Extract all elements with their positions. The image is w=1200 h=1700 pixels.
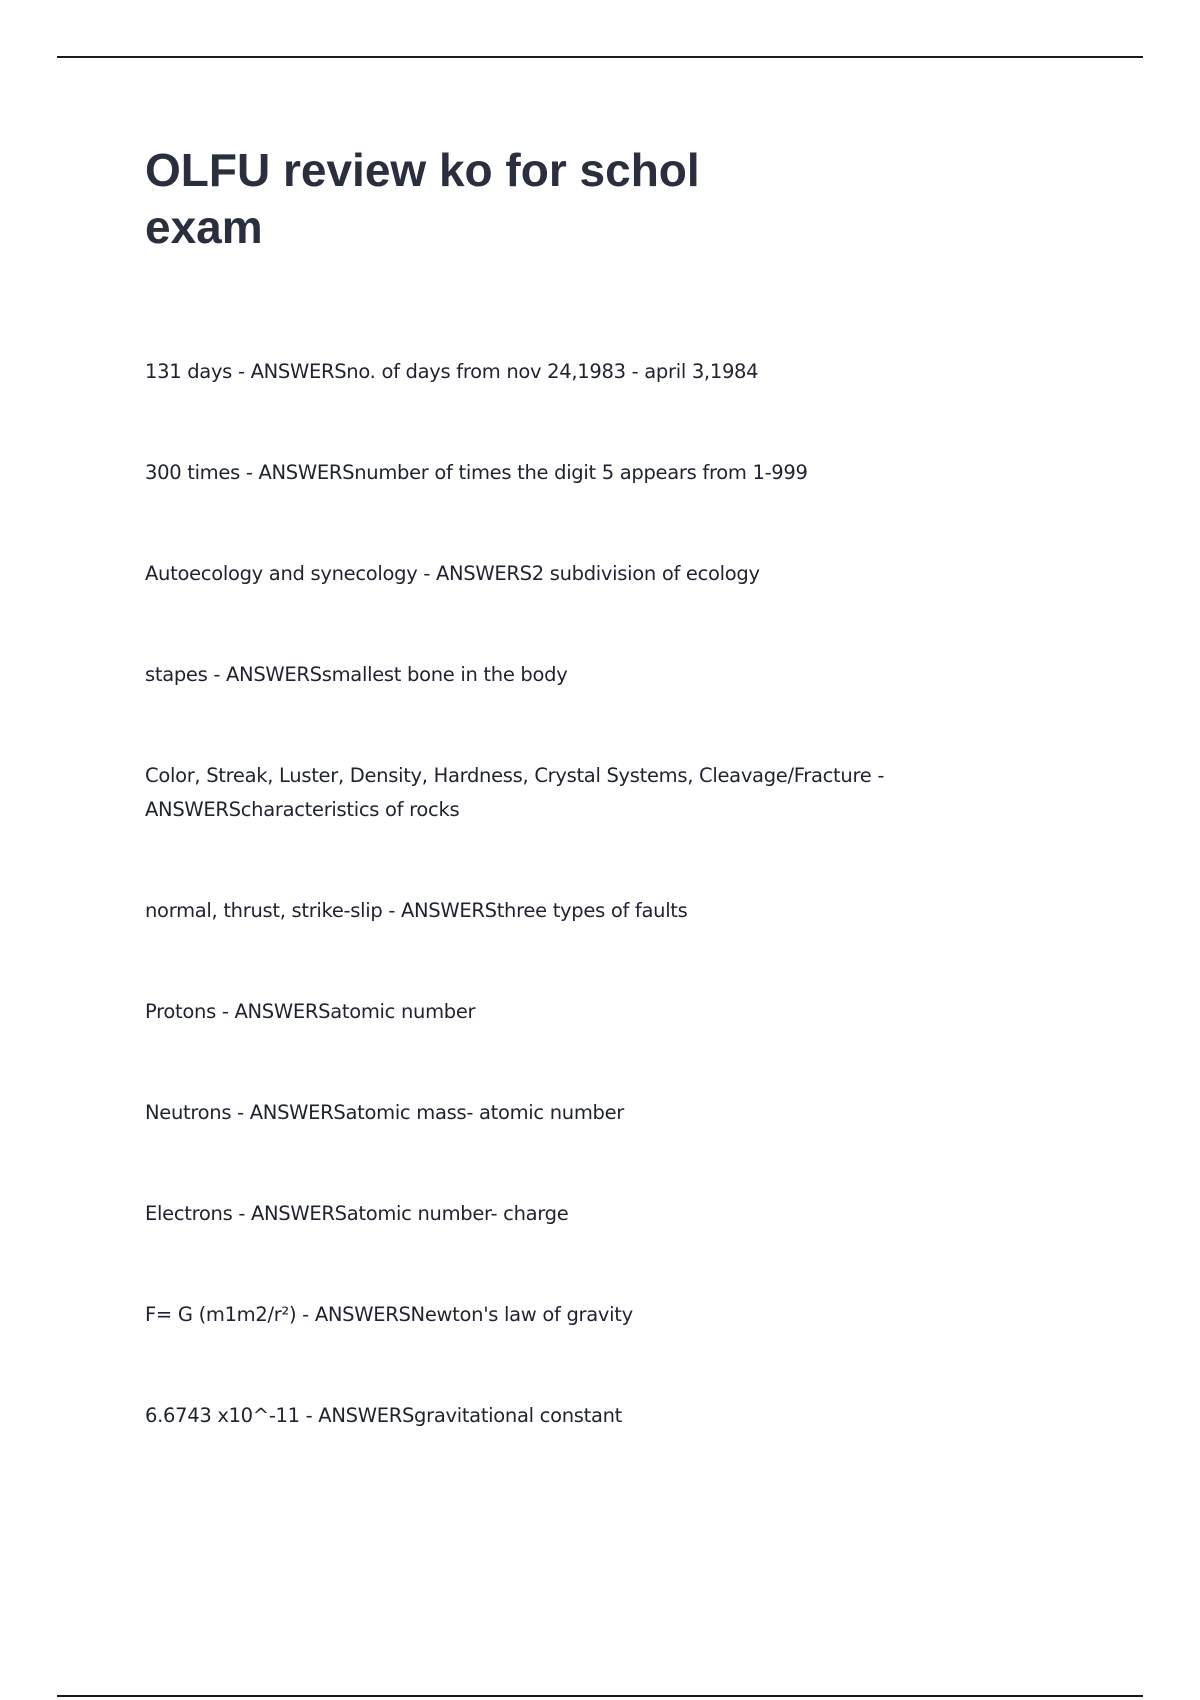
top-divider (57, 56, 1143, 58)
qa-entry: F= G (m1m2/r²) - ANSWERSNewton's law of gravity (145, 1303, 633, 1326)
qa-entry: Autoecology and synecology - ANSWERS2 subdivision of ecology (145, 562, 760, 585)
qa-list (145, 355, 945, 1500)
bottom-divider (57, 1695, 1143, 1697)
qa-entry: 6.6743 x10^-11 - ANSWERSgravitational constant (145, 1404, 623, 1427)
qa-entry: Neutrons - ANSWERSatomic mass- atomic number (145, 1101, 625, 1124)
qa-entry: 131 days - ANSWERSno. of days from nov 24,1983 - april 3,1984 (145, 360, 759, 383)
qa-entry: stapes - ANSWERSsmallest bone in the body (145, 663, 568, 686)
document-title: OLFU review ko for schol exam (145, 144, 700, 253)
qa-entry: Protons - ANSWERSatomic number (145, 1000, 476, 1023)
qa-entry: normal, thrust, strike-slip - ANSWERSthree types of faults (145, 899, 688, 922)
qa-entry: 300 times - ANSWERSnumber of times the digit 5 appears from 1-999 (145, 461, 808, 484)
qa-entry: Color, Streak, Luster, Density, Hardness, Crystal Systems, Cleavage/Fracture - ANSWERScharacteristics of rocks (145, 764, 885, 821)
qa-entry: Electrons - ANSWERSatomic number- charge (145, 1202, 569, 1225)
